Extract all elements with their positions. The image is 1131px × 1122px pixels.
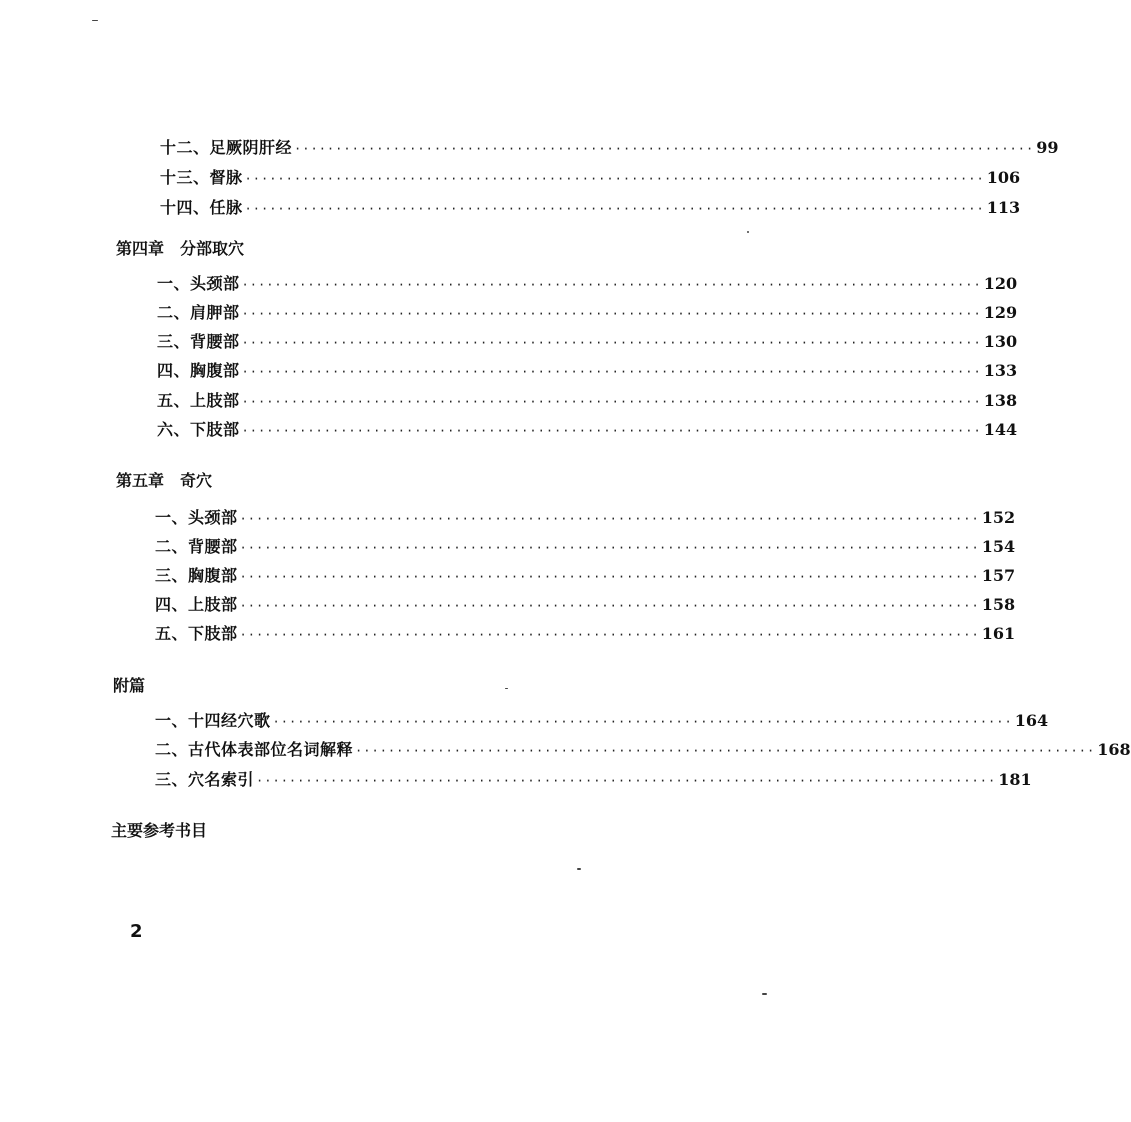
- references-heading: 主要参考书目: [111, 821, 208, 840]
- toc-entry-title: 四、胸腹部: [157, 361, 240, 380]
- toc-entry-title: 十三、督脉: [160, 168, 243, 187]
- toc-entry-title: 六、下肢部: [157, 420, 240, 439]
- toc-entry-title: 四、上肢部: [155, 595, 238, 614]
- dot-leader: ··························································································: [294, 142, 1035, 156]
- toc-entry-page: 129: [983, 303, 1018, 322]
- toc-entry: [157, 302, 1018, 324]
- toc-entry-page: 144: [983, 420, 1018, 439]
- toc-entry-title: 三、胸腹部: [155, 566, 238, 585]
- appendix-heading: 附篇: [113, 676, 146, 695]
- scan-speck: [747, 231, 749, 233]
- dot-leader: ··························································································: [355, 744, 1096, 758]
- toc-entry: [160, 197, 1021, 219]
- dot-leader: ··························································································: [241, 424, 982, 438]
- dot-leader: ··························································································: [244, 172, 985, 186]
- toc-entry-title: 三、背腰部: [157, 332, 240, 351]
- toc-entry: [160, 137, 1059, 159]
- dot-leader: ··························································································: [241, 278, 982, 292]
- toc-entry-page: 164: [1014, 711, 1049, 730]
- toc-entry-page: 138: [983, 391, 1018, 410]
- toc-entry-page: 106: [986, 168, 1021, 187]
- toc-entry-page: 130: [983, 332, 1018, 351]
- toc-entry-page: 181: [998, 770, 1032, 789]
- toc-entry: [155, 739, 1131, 761]
- toc-entry: [155, 565, 1016, 587]
- toc-entry: [157, 390, 1018, 412]
- toc-entry: [155, 710, 1049, 732]
- toc-entry-title: 一、头颈部: [157, 274, 240, 293]
- scan-speck: [762, 993, 767, 995]
- toc-entry-page: 120: [983, 274, 1018, 293]
- toc-entry-page: 113: [986, 198, 1021, 217]
- dot-leader: ··························································································: [256, 774, 997, 788]
- chapter-heading: 第五章 奇穴: [116, 471, 213, 490]
- dot-leader: ··························································································: [241, 307, 982, 321]
- toc-entry: [157, 360, 1018, 382]
- toc-entry-title: 十四、任脉: [160, 198, 243, 217]
- dot-leader: ··························································································: [239, 599, 980, 613]
- toc-entry-page: 133: [983, 361, 1018, 380]
- toc-entry-title: 五、下肢部: [155, 624, 238, 643]
- toc-entry-title: 二、背腰部: [155, 537, 238, 556]
- toc-entry: [160, 167, 1021, 189]
- toc-entry-page: 161: [981, 624, 1016, 643]
- toc-entry: [155, 507, 1016, 529]
- dot-leader: ··························································································: [241, 365, 982, 379]
- dot-leader: ··························································································: [241, 395, 982, 409]
- toc-entry: [157, 273, 1018, 295]
- scan-speck: [92, 20, 98, 21]
- toc-entry: [157, 419, 1018, 441]
- toc-entry-page: 154: [981, 537, 1016, 556]
- dot-leader: ··························································································: [239, 512, 980, 526]
- toc-entry: [155, 769, 1032, 791]
- toc-entry-title: 五、上肢部: [157, 391, 240, 410]
- scan-speck: [505, 688, 508, 689]
- dot-leader: ··························································································: [239, 628, 980, 642]
- dot-leader: ··························································································: [239, 541, 980, 555]
- toc-entry-title: 二、古代体表部位名词解释: [155, 740, 354, 759]
- dot-leader: ··························································································: [272, 715, 1013, 729]
- toc-entry-title: 三、穴名索引: [155, 770, 255, 789]
- dot-leader: ··························································································: [241, 336, 982, 350]
- toc-entry-page: 99: [1036, 138, 1059, 157]
- toc-entry-page: 157: [981, 566, 1016, 585]
- toc-entry-title: 一、头颈部: [155, 508, 238, 527]
- toc-entry: [155, 623, 1016, 645]
- dot-leader: ··························································································: [244, 202, 985, 216]
- toc-entry: [155, 594, 1016, 616]
- toc-entry-page: 158: [981, 595, 1016, 614]
- page-number: 2: [130, 921, 143, 942]
- toc-entry: [157, 331, 1018, 353]
- toc-entry-title: 十二、足厥阴肝经: [160, 138, 293, 157]
- dot-leader: ··························································································: [239, 570, 980, 584]
- toc-entry-page: 152: [981, 508, 1016, 527]
- toc-entry-page: 168: [1097, 740, 1131, 759]
- scan-speck: [577, 868, 581, 870]
- chapter-heading: 第四章 分部取穴: [116, 239, 245, 258]
- toc-entry-title: 一、十四经穴歌: [155, 711, 271, 730]
- toc-entry-title: 二、肩胛部: [157, 303, 240, 322]
- toc-entry: [155, 536, 1016, 558]
